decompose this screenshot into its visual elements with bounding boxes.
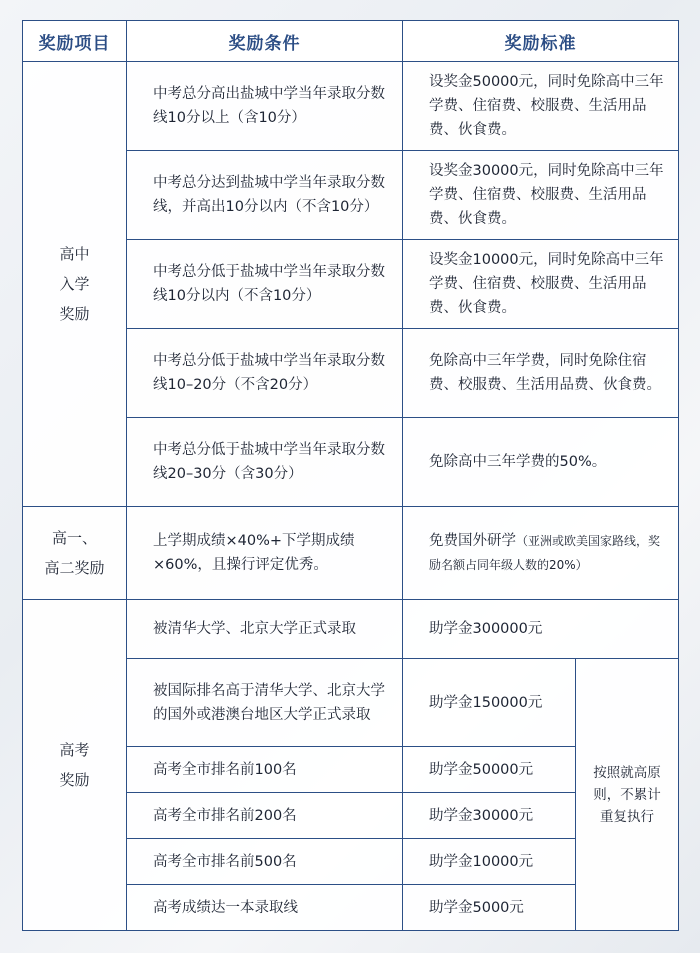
condition-cell: 高考成绩达一本录取线 xyxy=(127,885,403,931)
table-row xyxy=(23,507,679,600)
condition-cell: 中考总分低于盐城中学当年录取分数线10–20分（不含20分） xyxy=(127,329,403,418)
header-condition: 奖励条件 xyxy=(127,21,403,62)
condition-cell: 高考全市排名前200名 xyxy=(127,793,403,839)
standard-cell xyxy=(403,507,679,600)
reward-table xyxy=(22,20,679,931)
condition-cell: 被清华大学、北京大学正式录取 xyxy=(127,600,403,659)
table-row xyxy=(23,62,679,151)
condition-cell: 上学期成绩×40%+下学期成绩×60%，且操行评定优秀。 xyxy=(127,507,403,600)
standard-cell: 免除高中三年学费的50%。 xyxy=(403,418,679,507)
condition-cell: 中考总分高出盐城中学当年录取分数线10分以上（含10分） xyxy=(127,62,403,151)
condition-cell: 中考总分达到盐城中学当年录取分数线，并高出10分以内（不含10分） xyxy=(127,151,403,240)
standard-cell: 设奖金50000元，同时免除高中三年学费、住宿费、校服费、生活用品费、伙食费。 xyxy=(403,62,679,151)
category-highschool-admission: 高中 入学 奖励 xyxy=(23,62,127,507)
standard-cell: 助学金5000元 xyxy=(403,885,576,931)
standard-cell: 助学金30000元 xyxy=(403,793,576,839)
category-grade-reward: 高一、 高二奖励 xyxy=(23,507,127,600)
condition-cell: 高考全市排名前100名 xyxy=(127,747,403,793)
standard-main: 免费国外研学 xyxy=(429,533,516,549)
condition-cell: 中考总分低于盐城中学当年录取分数线20–30分（含30分） xyxy=(127,418,403,507)
category-gaokao: 高考 奖励 xyxy=(23,600,127,931)
standard-cell: 助学金300000元 xyxy=(403,600,679,659)
gaokao-note: 按照就高原 则，不累计 重复执行 xyxy=(576,659,679,931)
reward-table-frame xyxy=(22,20,678,933)
condition-cell: 高考全市排名前500名 xyxy=(127,839,403,885)
standard-cell: 设奖金10000元，同时免除高中三年学费、住宿费、校服费、生活用品费、伙食费。 xyxy=(403,240,679,329)
standard-cell: 助学金10000元 xyxy=(403,839,576,885)
standard-cell: 助学金150000元 xyxy=(403,659,576,747)
standard-cell: 助学金50000元 xyxy=(403,747,576,793)
header-standard: 奖励标准 xyxy=(403,21,679,62)
table-row xyxy=(23,600,679,659)
standard-cell: 设奖金30000元，同时免除高中三年学费、住宿费、校服费、生活用品费、伙食费。 xyxy=(403,151,679,240)
standard-note: （亚洲或欧美国家路线，奖励名额占同年级人数的20%） xyxy=(429,534,661,572)
header-item: 奖励项目 xyxy=(23,21,127,62)
condition-cell: 中考总分低于盐城中学当年录取分数线10分以内（不含10分） xyxy=(127,240,403,329)
condition-cell: 被国际排名高于清华大学、北京大学的国外或港澳台地区大学正式录取 xyxy=(127,659,403,747)
header-row xyxy=(23,21,679,62)
standard-cell: 免除高中三年学费，同时免除住宿费、校服费、生活用品费、伙食费。 xyxy=(403,329,679,418)
